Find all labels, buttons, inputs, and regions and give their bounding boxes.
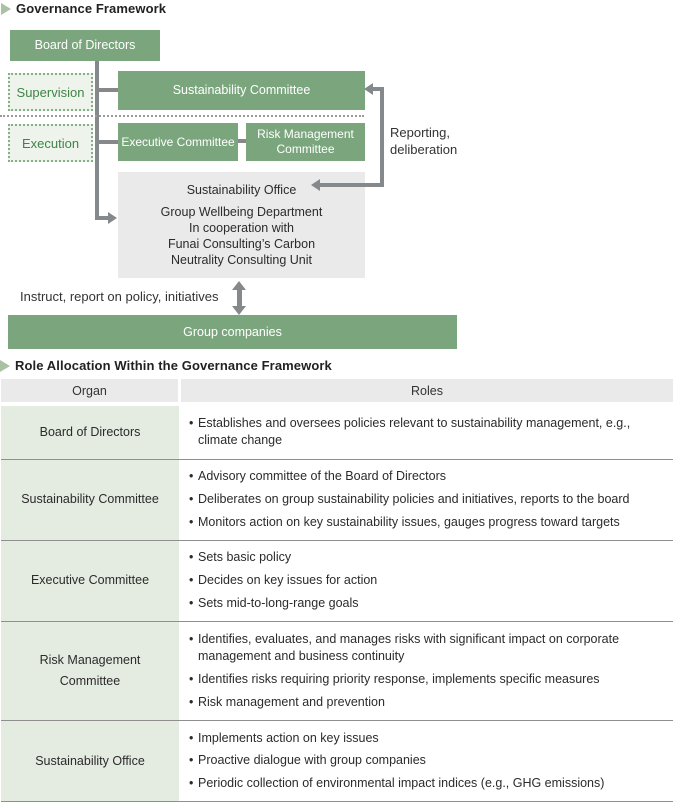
table-row xyxy=(1,460,673,541)
connector-line xyxy=(99,88,118,92)
table-row xyxy=(1,541,673,622)
role-item: • Periodic collection of environmental impact indices (e.g., GHG emissions) xyxy=(189,775,659,793)
role-allocation-heading xyxy=(0,358,673,373)
role-item: • Monitors action on key sustainability issues, gauges progress toward targets xyxy=(189,514,659,532)
office-line: In cooperation with xyxy=(189,221,294,235)
organ-cell xyxy=(1,541,179,621)
organ-label: Risk Management xyxy=(39,652,141,667)
reporting-label-line2: deliberation xyxy=(390,142,458,157)
organ-label: Sustainability Office xyxy=(35,753,145,768)
governance-heading-label: Governance Framework xyxy=(16,1,167,16)
board-of-directors-box: Board of Directors xyxy=(10,30,160,61)
bullet-icon: • xyxy=(189,776,194,790)
table-row xyxy=(1,622,673,721)
connector-line xyxy=(238,139,246,143)
risk-committee-line1: Risk Management xyxy=(257,127,354,141)
organ-cell xyxy=(1,460,179,540)
connector-line xyxy=(237,288,242,308)
role-item: • Establishes and oversees policies relevant to sustainability management, e.g., climate change xyxy=(189,415,659,451)
bullet-icon: • xyxy=(189,550,194,565)
organ-cell xyxy=(1,622,179,720)
triangle-icon xyxy=(0,360,10,372)
office-line: Neutrality Consulting Unit xyxy=(170,253,313,267)
roles-cell xyxy=(179,460,673,540)
table-row xyxy=(1,406,673,460)
bullet-icon: • xyxy=(189,415,194,430)
governance-heading xyxy=(1,1,166,16)
role-item: • Deliberates on group sustainability policies and initiatives, reports to the board xyxy=(189,491,659,509)
risk-management-committee-box xyxy=(246,123,365,161)
roles-column-header: Roles xyxy=(181,379,673,402)
governance-diagram xyxy=(0,0,673,356)
reporting-label xyxy=(390,124,457,158)
office-line: Funai Consulting’s Carbon xyxy=(167,237,316,251)
office-title: Sustainability Office xyxy=(186,183,297,197)
connector-line xyxy=(372,87,382,91)
sustainability-office-box xyxy=(118,172,365,278)
organ-column-header: Organ xyxy=(1,379,178,402)
connector-line xyxy=(99,140,118,144)
connector-line xyxy=(95,216,109,220)
risk-committee-line2: Committee xyxy=(276,142,335,156)
bullet-icon: • xyxy=(189,672,194,686)
organ-label-line2: Committee xyxy=(59,674,121,688)
roles-cell xyxy=(179,406,673,459)
triangle-icon xyxy=(1,3,11,15)
bullet-icon: • xyxy=(189,491,194,506)
sustainability-committee-box: Sustainability Committee xyxy=(118,71,365,110)
organ-label: Executive Committee xyxy=(30,573,150,588)
bullet-icon: • xyxy=(189,631,194,646)
reporting-label-line1: Reporting, xyxy=(390,125,450,140)
roles-cell xyxy=(179,622,673,720)
table-header-row xyxy=(1,379,673,402)
bullet-icon: • xyxy=(189,469,194,483)
bullet-icon: • xyxy=(189,595,194,610)
connector-line xyxy=(380,87,384,187)
organ-label: Board of Directors xyxy=(39,424,141,439)
bullet-icon: • xyxy=(189,730,194,745)
role-item: • Identifies, evaluates, and manages risks with significant impact on corporate management and business continuity xyxy=(189,631,659,667)
table-row xyxy=(1,721,673,802)
supervision-execution-divider xyxy=(0,115,364,117)
role-item: • Identifies risks requiring priority response, implements specific measures xyxy=(189,671,659,689)
bullet-icon: • xyxy=(189,573,194,587)
roles-cell xyxy=(179,541,673,621)
instruct-label: Instruct, report on policy, initiatives xyxy=(20,289,219,304)
executive-committee-box: Executive Committee xyxy=(118,123,238,161)
role-item: • Decides on key issues for action xyxy=(189,572,659,590)
arrow-left-icon xyxy=(364,83,373,95)
role-item: • Risk management and prevention xyxy=(189,694,659,712)
role-item: • Advisory committee of the Board of Directors xyxy=(189,468,659,486)
bullet-icon: • xyxy=(189,514,194,529)
connector-line xyxy=(319,183,382,187)
organ-cell xyxy=(1,406,179,459)
group-companies-box: Group companies xyxy=(8,315,457,349)
role-allocation-section xyxy=(0,358,673,802)
role-item: • Sets basic policy xyxy=(189,549,659,567)
execution-box: Execution xyxy=(8,124,93,162)
role-item: • Implements action on key issues xyxy=(189,730,659,748)
role-item: • Proactive dialogue with group companies xyxy=(189,752,659,770)
bullet-icon: • xyxy=(189,753,194,768)
supervision-box: Supervision xyxy=(8,73,93,111)
organ-label: Sustainability Committee xyxy=(21,492,159,506)
arrow-left-icon xyxy=(311,179,320,191)
arrow-down-icon xyxy=(232,306,246,315)
role-allocation-heading-label: Role Allocation Within the Governance Framework xyxy=(15,358,332,373)
roles-cell xyxy=(179,721,673,801)
arrow-right-icon xyxy=(108,212,117,224)
role-item: • Sets mid-to-long-range goals xyxy=(189,595,659,613)
bullet-icon: • xyxy=(189,694,194,709)
role-table xyxy=(1,379,673,802)
office-line: Group Wellbeing Department xyxy=(160,205,323,219)
organ-cell xyxy=(1,721,179,801)
